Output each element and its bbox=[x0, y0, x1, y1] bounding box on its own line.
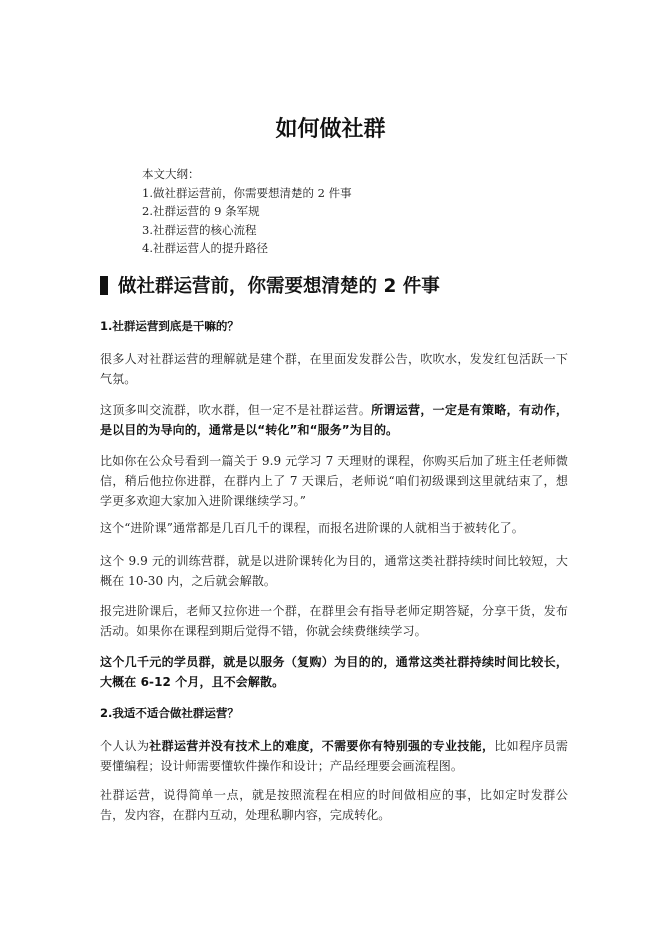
outline bbox=[142, 165, 352, 258]
outline-item: 3.社群运营的核心流程 bbox=[142, 222, 257, 237]
heading-bar-marker bbox=[100, 276, 108, 295]
outline-heading: 本文大纲： bbox=[142, 167, 200, 181]
outline-item: 2.社群运营的 9 条军规 bbox=[142, 204, 260, 218]
paragraph: 比如你在公众号看到一篇关于 9.9 元学习 7 天理财的课程，你购买后加了班主任老师微信，稍后他拉你进群，在群内上了 7 天课后，老师说“咱们初级课到这里就结束了，想学更多欢迎大家加入进阶课继续学习。” bbox=[100, 454, 568, 508]
bold-paragraph: 这个几千元的学员群，就是以服务（复购）为目的的，通常这类社群持续时间比较长，大概在 6-12 个月，且不会解散。 bbox=[100, 655, 568, 689]
paragraph: 很多人对社群运营的理解就是建个群，在里面发发群公告，吹吹水，发发红包活跃一下气氛。 bbox=[100, 352, 568, 386]
question-heading-1: 1.社群运营到底是干嘛的？ bbox=[100, 319, 239, 333]
outline-item: 1.做社群运营前，你需要想清楚的 2 件事 bbox=[142, 185, 352, 200]
paragraph: 这个 9.9 元的训练营群，就是以进阶课转化为目的，通常这类社群持续时间比较短，大概在 10-30 内，之后就会解散。 bbox=[100, 554, 568, 588]
paragraph: 这个“进阶课”通常都是几百几千的课程，而报名进阶课的人就相当于被转化了。 bbox=[100, 521, 524, 535]
paragraph: 社群运营，说得简单一点，就是按照流程在相应的时间做相应的事，比如定时发群公告，发内容，在群内互动，处理私聊内容，完成转化。 bbox=[100, 788, 568, 822]
outline-item: 4.社群运营人的提升路径 bbox=[142, 241, 268, 255]
section-heading bbox=[100, 272, 440, 298]
paragraph bbox=[100, 736, 568, 776]
paragraph-text: 个人认为 bbox=[100, 739, 150, 753]
section-heading-text: 做社群运营前，你需要想清楚的 2 件事 bbox=[118, 276, 440, 297]
question-heading-2: 2.我适不适合做社群运营？ bbox=[100, 706, 239, 720]
paragraph-bold-text: 所谓运营，一定是有策略，有动作，是以目的为导向的，通常是以“转化”和“服务”为目的。 bbox=[100, 403, 568, 437]
paragraph-text: 比如程序员需要懂编程；设计师需要懂软件操作和设计；产品经理要会画流程图。 bbox=[100, 739, 569, 773]
paragraph bbox=[100, 400, 568, 440]
paragraph-text: 这顶多叫交流群，吹水群，但一定不是社群运营。 bbox=[100, 403, 372, 417]
page-title: 如何做社群 bbox=[275, 117, 386, 142]
paragraph-bold-text: 社群运营并没有技术上的难度，不需要你有特别强的专业技能， bbox=[149, 739, 495, 753]
paragraph: 报完进阶课后，老师又拉你进一个群，在群里会有指导老师定期答疑，分享干货，发布活动。如果你在课程到期后觉得不错，你就会续费继续学习。 bbox=[100, 604, 568, 638]
